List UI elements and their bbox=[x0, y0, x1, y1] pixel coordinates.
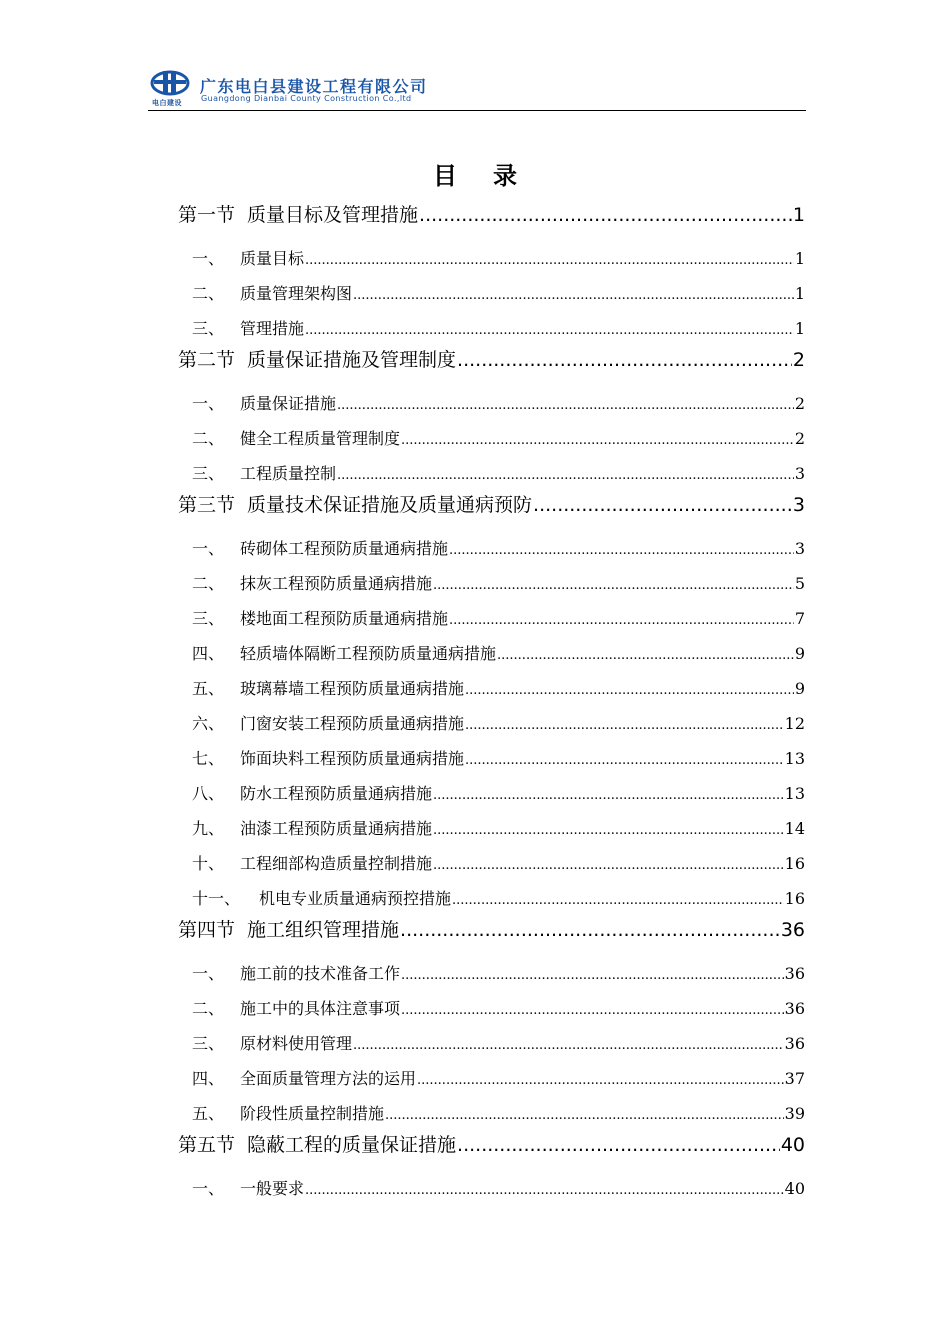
toc-dot-leader bbox=[305, 1183, 784, 1198]
toc-dot-leader bbox=[497, 648, 794, 663]
toc-subsection-entry[interactable] bbox=[192, 606, 805, 629]
toc-entry-title: 工程质量控制 bbox=[240, 464, 337, 483]
toc-subsection-entry[interactable] bbox=[192, 996, 805, 1019]
toc-entry-title: 饰面块料工程预防质量通病措施 bbox=[240, 749, 465, 768]
toc-entry-number: 二、 bbox=[192, 429, 225, 448]
toc-entry-title: 工程细部构造质量控制措施 bbox=[240, 854, 433, 873]
toc-section-entry[interactable] bbox=[178, 345, 805, 372]
toc-entry-number: 一、 bbox=[192, 539, 225, 558]
toc-entry-title: 抹灰工程预防质量通病措施 bbox=[240, 574, 433, 593]
toc-dot-leader bbox=[385, 1108, 784, 1123]
toc-dot-leader bbox=[400, 919, 780, 941]
toc-section-entry[interactable] bbox=[178, 200, 805, 227]
toc-entry-page: 3 bbox=[794, 539, 805, 558]
toc-subsection-entry[interactable] bbox=[192, 676, 805, 699]
toc-entry-page: 12 bbox=[784, 714, 805, 733]
toc-subsection-entry[interactable] bbox=[192, 886, 805, 909]
toc-entry-title: 机电专业质量通病预控措施 bbox=[259, 889, 452, 908]
toc-entry-page: 39 bbox=[784, 1104, 805, 1123]
toc-entry-number: 六、 bbox=[192, 714, 225, 733]
toc-entry-number: 一、 bbox=[192, 1179, 225, 1198]
toc-entry-page: 36 bbox=[780, 919, 805, 941]
toc-subsection-entry[interactable] bbox=[192, 746, 805, 769]
toc-dot-leader bbox=[337, 468, 794, 483]
toc-dot-leader bbox=[433, 788, 784, 803]
toc-entry-title: 油漆工程预防质量通病措施 bbox=[240, 819, 433, 838]
toc-entry-title: 一般要求 bbox=[240, 1179, 305, 1198]
toc-dot-leader bbox=[452, 893, 784, 908]
toc-subsection-entry[interactable] bbox=[192, 781, 805, 804]
toc-dot-leader bbox=[433, 823, 784, 838]
toc-dot-leader bbox=[433, 578, 794, 593]
toc-dot-leader bbox=[401, 433, 794, 448]
toc-entry-page: 2 bbox=[794, 394, 805, 413]
toc-title-left: 目 bbox=[433, 162, 457, 190]
toc-subsection-entry[interactable] bbox=[192, 316, 805, 339]
toc-entry-page: 1 bbox=[794, 249, 805, 268]
toc-entry-title: 全面质量管理方法的运用 bbox=[240, 1069, 417, 1088]
toc-entry-title: 阶段性质量控制措施 bbox=[240, 1104, 385, 1123]
toc-entry-page: 1 bbox=[794, 319, 805, 338]
page-header bbox=[148, 66, 806, 111]
toc-entry-page: 9 bbox=[794, 679, 805, 698]
toc-subsection-entry[interactable] bbox=[192, 391, 805, 414]
toc-entry-title: 防水工程预防质量通病措施 bbox=[240, 784, 433, 803]
toc-entry-title: 施工前的技术准备工作 bbox=[240, 964, 401, 983]
toc-subsection-entry[interactable] bbox=[192, 1031, 805, 1054]
toc-entry-title: 砖砌体工程预防质量通病措施 bbox=[240, 539, 449, 558]
toc-entry-page: 36 bbox=[784, 964, 805, 983]
toc-entry-number: 二、 bbox=[192, 574, 225, 593]
toc-subsection-entry[interactable] bbox=[192, 1176, 805, 1199]
toc-dot-leader bbox=[417, 1073, 784, 1088]
toc-entry-page: 7 bbox=[794, 609, 805, 628]
toc-entry-number: 五、 bbox=[192, 679, 225, 698]
toc-dot-leader bbox=[419, 204, 792, 226]
toc-dot-leader bbox=[465, 683, 794, 698]
toc-entry-page: 3 bbox=[794, 464, 805, 483]
toc-entry-number: 第五节 bbox=[178, 1134, 236, 1156]
toc-entry-page: 3 bbox=[792, 494, 805, 516]
toc-entry-page: 13 bbox=[784, 749, 805, 768]
toc-entry-title: 管理措施 bbox=[240, 319, 305, 338]
toc-entry-number: 九、 bbox=[192, 819, 225, 838]
toc-subsection-entry[interactable] bbox=[192, 426, 805, 449]
toc-entry-title: 门窗安装工程预防质量通病措施 bbox=[240, 714, 465, 733]
toc-subsection-entry[interactable] bbox=[192, 851, 805, 874]
toc-dot-leader bbox=[353, 288, 794, 303]
toc-entry-page: 36 bbox=[784, 999, 805, 1018]
toc-entry-number: 一、 bbox=[192, 394, 225, 413]
toc-entry-number: 二、 bbox=[192, 284, 225, 303]
toc-section-entry[interactable] bbox=[178, 1130, 805, 1157]
toc-dot-leader bbox=[449, 543, 794, 558]
toc-entry-title: 施工中的具体注意事项 bbox=[240, 999, 401, 1018]
toc-dot-leader bbox=[305, 323, 794, 338]
toc-dot-leader bbox=[533, 494, 792, 516]
toc-entry-page: 1 bbox=[792, 204, 805, 226]
toc-entry-page: 40 bbox=[780, 1134, 805, 1156]
toc-entry-title: 施工组织管理措施 bbox=[247, 919, 400, 941]
toc-entry-number: 三、 bbox=[192, 319, 225, 338]
toc-entry-page: 14 bbox=[784, 819, 805, 838]
company-logo bbox=[148, 68, 194, 108]
toc-entry-page: 16 bbox=[784, 854, 805, 873]
toc-entry-number: 二、 bbox=[192, 999, 225, 1018]
toc-subsection-entry[interactable] bbox=[192, 961, 805, 984]
toc-subsection-entry[interactable] bbox=[192, 461, 805, 484]
toc-entry-number: 第一节 bbox=[178, 204, 236, 226]
toc-entry-page: 2 bbox=[792, 349, 805, 371]
toc-entry-page: 40 bbox=[784, 1179, 805, 1198]
toc-subsection-entry[interactable] bbox=[192, 571, 805, 594]
toc-dot-leader bbox=[401, 968, 784, 983]
toc-entry-page: 9 bbox=[794, 644, 805, 663]
toc-entry-number: 三、 bbox=[192, 609, 225, 628]
toc-entry-number: 四、 bbox=[192, 644, 225, 663]
toc-entry-number: 三、 bbox=[192, 1034, 225, 1053]
company-name-en: Guangdong Dianbai County Construction Co.,ltd bbox=[201, 94, 412, 103]
toc-entry-page: 16 bbox=[784, 889, 805, 908]
toc-entry-title: 楼地面工程预防质量通病措施 bbox=[240, 609, 449, 628]
toc-entry-title: 质量保证措施及管理制度 bbox=[247, 349, 457, 371]
toc-entry-title: 质量技术保证措施及质量通病预防 bbox=[247, 494, 533, 516]
toc-entry-page: 37 bbox=[784, 1069, 805, 1088]
toc-dot-leader bbox=[449, 613, 794, 628]
toc-subsection-entry[interactable] bbox=[192, 281, 805, 304]
toc-subsection-entry[interactable] bbox=[192, 711, 805, 734]
toc-entry-number: 八、 bbox=[192, 784, 225, 803]
toc-dot-leader bbox=[337, 398, 794, 413]
toc-entry-page: 5 bbox=[794, 574, 805, 593]
toc-subsection-entry[interactable] bbox=[192, 246, 805, 269]
toc-entry-number: 七、 bbox=[192, 749, 225, 768]
toc-subsection-entry[interactable] bbox=[192, 1101, 805, 1124]
toc-title-right: 录 bbox=[493, 162, 517, 190]
toc-subsection-entry[interactable] bbox=[192, 816, 805, 839]
toc-entry-number: 一、 bbox=[192, 964, 225, 983]
toc-dot-leader bbox=[457, 349, 792, 371]
toc-entry-page: 1 bbox=[794, 284, 805, 303]
toc-entry-title: 玻璃幕墙工程预防质量通病措施 bbox=[240, 679, 465, 698]
toc-entry-number: 三、 bbox=[192, 464, 225, 483]
logo-caption: 电白建设 bbox=[152, 99, 182, 107]
toc-entry-number: 五、 bbox=[192, 1104, 225, 1123]
toc-dot-leader bbox=[353, 1038, 784, 1053]
toc-section-entry[interactable] bbox=[178, 490, 805, 517]
toc-entry-number: 四、 bbox=[192, 1069, 225, 1088]
toc-entry-title: 轻质墙体隔断工程预防质量通病措施 bbox=[240, 644, 497, 663]
toc-entry-page: 2 bbox=[794, 429, 805, 448]
toc-entry-title: 质量保证措施 bbox=[240, 394, 337, 413]
toc-section-entry[interactable] bbox=[178, 915, 805, 942]
toc-entry-title: 隐蔽工程的质量保证措施 bbox=[247, 1134, 457, 1156]
toc-dot-leader bbox=[457, 1134, 780, 1156]
toc-dot-leader bbox=[465, 753, 784, 768]
toc-entry-number: 第四节 bbox=[178, 919, 236, 941]
toc-entry-title: 健全工程质量管理制度 bbox=[240, 429, 401, 448]
toc-entry-page: 13 bbox=[784, 784, 805, 803]
toc-entry-number: 十、 bbox=[192, 854, 225, 873]
toc-entry-number: 十一、 bbox=[192, 889, 241, 908]
toc-entry-title: 原材料使用管理 bbox=[240, 1034, 353, 1053]
toc-entry-number: 一、 bbox=[192, 249, 225, 268]
toc-dot-leader bbox=[433, 858, 784, 873]
toc-dot-leader bbox=[401, 1003, 784, 1018]
company-name-cn: 广东电白县建设工程有限公司 bbox=[200, 77, 428, 96]
toc-subsection-entry[interactable] bbox=[192, 641, 805, 664]
toc-dot-leader bbox=[305, 253, 794, 268]
toc-entry-title: 质量管理架构图 bbox=[240, 284, 353, 303]
toc-entry-number: 第二节 bbox=[178, 349, 236, 371]
toc-entry-title: 质量目标 bbox=[240, 249, 305, 268]
toc-title bbox=[0, 156, 950, 191]
toc-entry-page: 36 bbox=[784, 1034, 805, 1053]
toc-dot-leader bbox=[465, 718, 784, 733]
toc-entry-title: 质量目标及管理措施 bbox=[247, 204, 419, 226]
toc-entry-number: 第三节 bbox=[178, 494, 236, 516]
toc-subsection-entry[interactable] bbox=[192, 1066, 805, 1089]
toc-subsection-entry[interactable] bbox=[192, 536, 805, 559]
